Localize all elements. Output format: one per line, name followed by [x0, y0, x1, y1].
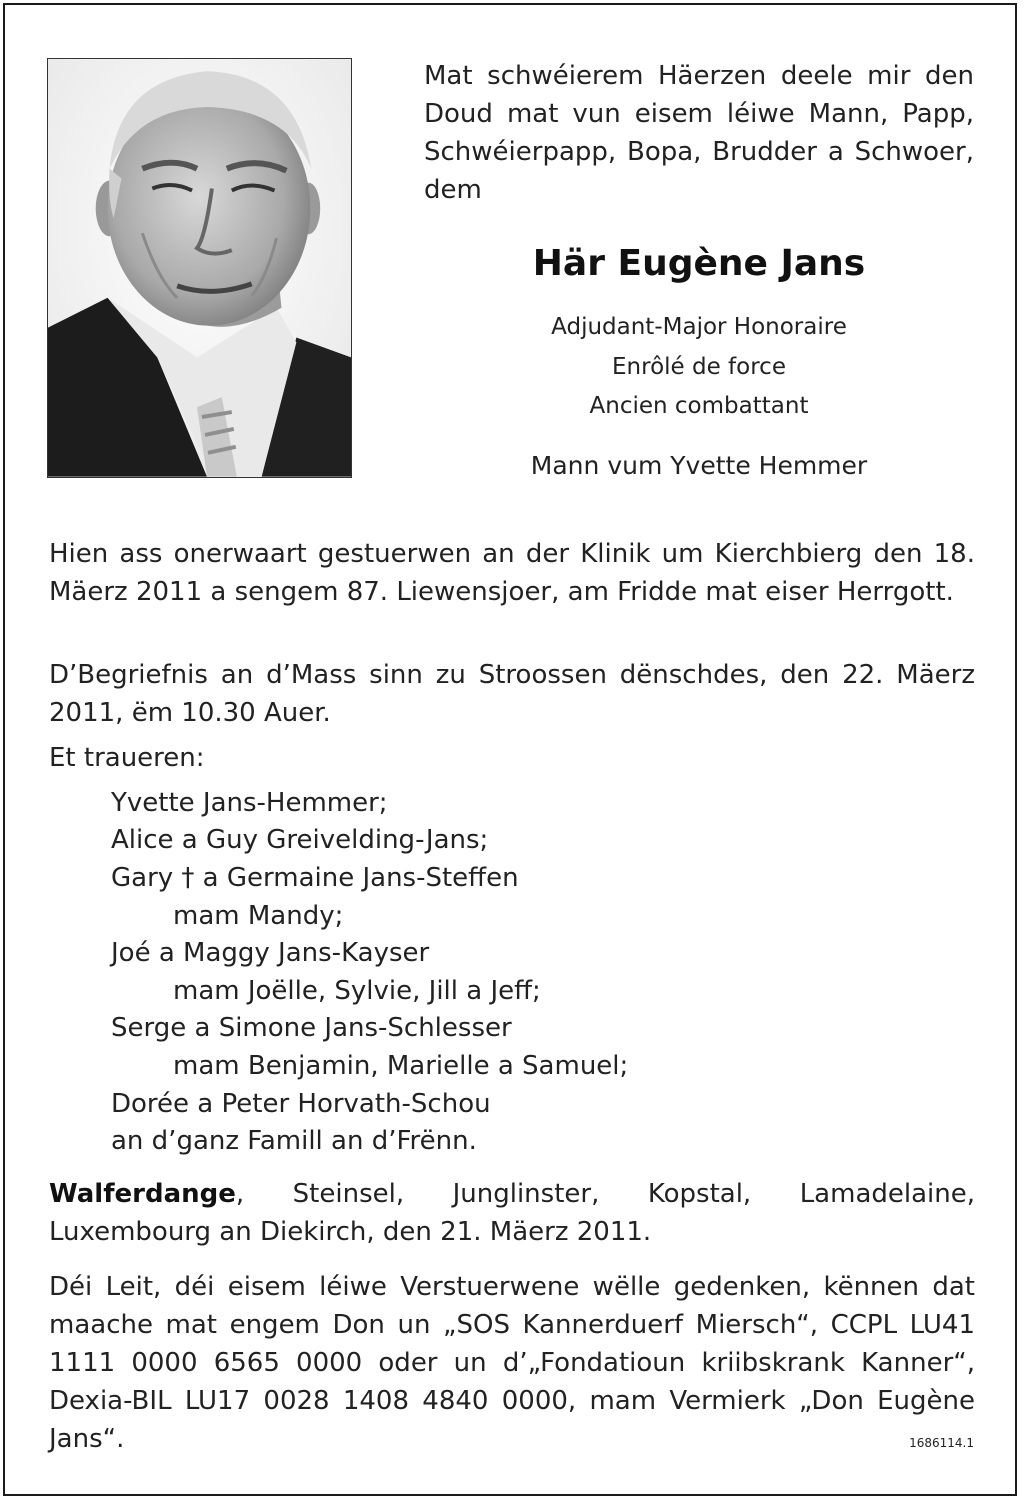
spouse-line: Mann vum Yvette Hemmer — [530, 451, 868, 480]
mourner-line: mam Mandy; — [173, 901, 344, 931]
title-line-3: Ancien combattant — [589, 393, 809, 419]
place-bold: Walferdange — [49, 1179, 236, 1209]
mourner-line: Serge a Simone Jans-Schlesser — [111, 1013, 512, 1043]
mourner-line: mam Joëlle, Sylvie, Jill a Jeff; — [173, 976, 541, 1006]
donation-paragraph: Déi Leit, déi eisem léiwe Verstuerwene wëlle gedenken, kënnen dat maache mat engem Don un „SOS Kannerduerf Miersch“, CCPL LU41 1111 0000 6565 0000 oder un d’„Fondatioun kriibskrank Kanner“, Dexia-BIL LU17 0028 1408 4840 0000, mam Vermierk „Don Eugène Jans“. — [49, 1272, 975, 1454]
funeral-paragraph: D’Begriefnis an d’Mass sinn zu Stroossen dënschdes, den 22. Mäerz 2011, ëm 10.30 Auer. — [49, 660, 975, 728]
mourners-intro: Et traueren: — [49, 743, 205, 773]
portrait-photo — [47, 58, 352, 478]
title-line-2: Enrôlé de force — [612, 354, 786, 380]
mourner-line: Gary † a Germaine Jans-Steffen — [111, 863, 519, 893]
mourner-line: an d’ganz Famill an d’Frënn. — [111, 1126, 477, 1156]
place-and-date — [49, 1175, 975, 1251]
mourner-line: Dorée a Peter Horvath-Schou — [111, 1089, 491, 1119]
mourner-line: mam Benjamin, Marielle a Samuel; — [173, 1051, 629, 1081]
mourner-line: Joé a Maggy Jans-Kayser — [111, 938, 430, 968]
mourner-line: Alice a Guy Greivelding-Jans; — [111, 825, 489, 855]
place-rest: , Steinsel, Junglinster, Kopstal, Lamadelaine, Luxembourg an Diekirch, den 21. Mäerz 2011. — [49, 1179, 975, 1247]
mourner-line: Yvette Jans-Hemmer; — [111, 788, 388, 818]
portrait-illustration — [48, 59, 351, 477]
reference-number: 1686114.1 — [909, 1436, 974, 1450]
deceased-name: Här Eugène Jans — [532, 243, 866, 284]
title-line-1: Adjudant-Major Honoraire — [551, 314, 847, 340]
intro-text: Mat schwéierem Häerzen deele mir den Doud mat vun eisem léiwe Mann, Papp, Schwéierpapp, Bopa, Brudder a Schwoer, dem — [424, 61, 974, 205]
death-paragraph: Hien ass onerwaart gestuerwen an der Klinik um Kierchbierg den 18. Mäerz 2011 a sengem 87. Liewensjoer, am Fridde mat eiser Herrgott. — [49, 539, 975, 607]
